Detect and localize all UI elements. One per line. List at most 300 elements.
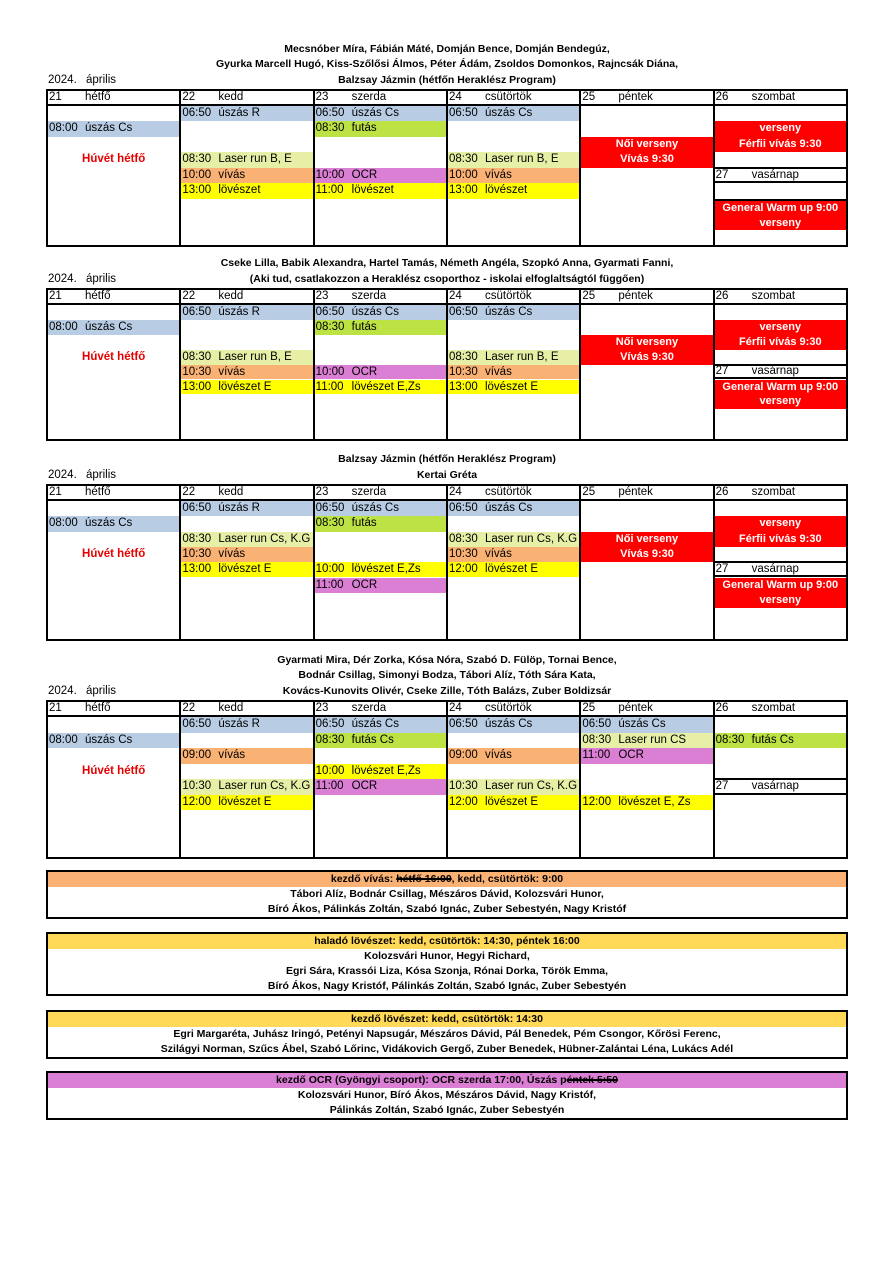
event-text-line: Női verseny — [615, 532, 679, 545]
activity-time: 11:00 — [582, 749, 611, 761]
year-label: 2024. — [48, 684, 77, 697]
activity-time: 10:30 — [448, 365, 478, 378]
event-text-line: verseny — [759, 122, 802, 135]
day-header — [48, 290, 179, 303]
weekly-schedule-table — [46, 89, 848, 247]
group-member-line: Egri Sára, Krassói Liza, Kósa Szonja, Rónai Dorka, Török Emma, — [285, 965, 609, 977]
day-number: 26 — [715, 702, 729, 714]
day-header — [179, 290, 312, 303]
activity-time: 13:00 — [448, 380, 478, 393]
day-header — [713, 91, 846, 104]
activity-label: lövészet E,Zs — [351, 380, 421, 393]
day-name: péntek — [618, 486, 653, 498]
activity-time: 10:00 — [315, 563, 345, 576]
day-column — [179, 717, 312, 857]
sunday-header — [715, 364, 846, 380]
activity-time: 06:50 — [315, 306, 345, 318]
group-members-title-line: Mecsnóber Míra, Fábián Máté, Domján Bence, Domján Bendegúz, — [284, 42, 610, 55]
group-header-text: kezdő OCR (Gyöngyi csoport): OCR szerda 17:00, Úszás p — [276, 1074, 567, 1086]
sunday-header — [715, 778, 846, 795]
day-header — [313, 91, 446, 104]
activity-label: lövészet E — [218, 380, 272, 393]
activity-cell — [581, 748, 712, 764]
event-text-line: General Warm up 9:00 — [722, 578, 839, 591]
day-column — [48, 106, 179, 245]
group-member-line: Kolozsvári Hunor, Bíró Ákos, Mészáros Dávid, Nagy Kristóf, — [297, 1089, 597, 1101]
activity-label: vívás — [484, 749, 512, 761]
activity-label: úszás Cs — [484, 107, 533, 119]
holiday-note: Húvét hétfő — [82, 764, 146, 777]
day-column — [179, 305, 312, 439]
holiday-note: Húvét hétfő — [82, 350, 146, 363]
activity-time: 13:00 — [182, 563, 212, 576]
day-name: hétfő — [85, 486, 111, 498]
day-header — [48, 702, 179, 715]
activity-label: úszás Cs — [351, 306, 399, 318]
activity-cell — [181, 779, 312, 795]
day-name: hétfő — [85, 702, 111, 714]
activity-cell — [315, 516, 446, 531]
activity-label: úszás R — [218, 502, 260, 514]
day-number: 22 — [182, 91, 196, 103]
day-header — [713, 486, 846, 499]
group-members-title-line: Balzsay Jázmin (hétfőn Heraklész Program) — [338, 73, 556, 86]
activity-time: 09:00 — [448, 749, 478, 761]
day-name: vasárnap — [751, 364, 799, 377]
event-text-line: verseny — [759, 217, 802, 230]
activity-label: Laser run B, E — [484, 350, 559, 363]
activity-cell — [181, 168, 312, 183]
activity-cell — [315, 779, 446, 795]
activity-label: vívás — [218, 547, 246, 560]
day-number: 21 — [49, 91, 62, 103]
activity-cell — [181, 748, 312, 764]
event-text-line: Vívás 9:30 — [620, 350, 674, 363]
activity-time: 08:30 — [182, 153, 212, 166]
activity-time: 08:30 — [582, 733, 612, 746]
day-column — [579, 305, 712, 439]
cancelled-time: hétfő 16:00 — [396, 873, 452, 885]
schedule-header-row — [48, 702, 846, 717]
day-number: 23 — [315, 91, 329, 103]
activity-time: 10:30 — [448, 547, 478, 560]
activity-label: úszás Cs — [85, 320, 133, 333]
activity-cell — [315, 764, 446, 780]
activity-label: lövészet — [484, 184, 528, 197]
activity-time: 13:00 — [448, 184, 478, 197]
activity-time: 08:30 — [315, 733, 345, 746]
group-member-line: Szilágyi Norman, Szűcs Ábel, Szabó Lőrinc, Vidákovich Gergő, Zuber Benedek, Hübner-Zalántai Léna, Lukács Adél — [160, 1043, 734, 1055]
activity-time: 08:30 — [315, 320, 345, 333]
activity-label: lövészet E — [484, 563, 539, 576]
day-column — [579, 717, 712, 857]
day-name: szerda — [351, 486, 387, 498]
schedule-body — [48, 305, 846, 439]
activity-cell — [315, 106, 446, 121]
activity-time: 08:30 — [182, 350, 212, 363]
activity-label: Laser run B, E — [218, 153, 292, 166]
schedule-body — [48, 501, 846, 639]
activity-cell — [315, 380, 446, 395]
event-text-line: verseny — [759, 395, 802, 408]
activity-label: lövészet — [218, 184, 261, 197]
activity-label: lövészet E,Zs — [351, 563, 421, 576]
day-number: 25 — [582, 486, 596, 498]
activity-label: úszás R — [218, 718, 260, 730]
activity-cell — [315, 733, 446, 749]
activity-label: úszás R — [218, 306, 260, 318]
day-column — [446, 106, 579, 245]
activity-label: Laser run B, E — [484, 153, 559, 166]
activity-cell — [581, 795, 712, 811]
holiday-note: Húvét hétfő — [82, 547, 146, 560]
activity-cell — [181, 380, 312, 395]
training-group-box — [46, 1010, 848, 1059]
day-number: 24 — [448, 91, 462, 103]
event-text-line: verseny — [759, 593, 802, 606]
day-number: 26 — [715, 91, 729, 103]
event-text-line: Női verseny — [615, 137, 679, 150]
activity-time: 13:00 — [182, 184, 212, 197]
day-name: szombat — [751, 486, 796, 498]
activity-time: 08:30 — [715, 733, 745, 746]
activity-label: úszás Cs — [85, 733, 133, 746]
day-header — [446, 91, 579, 104]
activity-label: úszás Cs — [85, 517, 133, 530]
day-number: 25 — [582, 290, 596, 302]
competition-event-cell — [715, 380, 846, 410]
activity-label: Laser run Cs, K.G — [484, 780, 578, 792]
event-text-line: Vívás 9:30 — [620, 153, 674, 166]
day-column — [179, 106, 312, 245]
activity-time: 10:00 — [315, 168, 345, 181]
activity-time: 08:30 — [315, 517, 345, 530]
activity-time: 10:00 — [315, 365, 345, 378]
activity-time: 12:00 — [582, 795, 612, 808]
day-name: csütörtök — [484, 91, 532, 103]
activity-time: 06:50 — [582, 718, 612, 730]
day-column — [313, 717, 446, 857]
competition-event-cell — [715, 578, 846, 609]
day-header — [579, 91, 712, 104]
year-label: 2024. — [48, 73, 77, 86]
activity-cell — [715, 733, 846, 749]
schedule-header-row — [48, 290, 846, 305]
competition-event-cell — [581, 137, 712, 168]
day-number: 21 — [49, 290, 62, 302]
activity-time: 06:50 — [182, 107, 212, 119]
day-name: kedd — [218, 91, 244, 103]
day-number: 24 — [448, 486, 462, 498]
activity-cell — [448, 795, 579, 811]
activity-cell — [48, 733, 179, 749]
day-column — [713, 106, 846, 245]
activity-label: futás — [351, 122, 377, 135]
activity-cell — [448, 779, 579, 795]
activity-time: 10:00 — [448, 168, 478, 181]
group-member-line: Kolozsvári Hunor, Hegyi Richard, — [364, 950, 530, 962]
activity-cell — [181, 717, 312, 733]
activity-label: futás Cs — [751, 733, 794, 746]
activity-cell — [448, 168, 579, 183]
day-name: kedd — [218, 702, 244, 714]
day-name: péntek — [618, 702, 653, 714]
day-header — [48, 486, 179, 499]
activity-cell — [181, 365, 312, 380]
day-header — [179, 91, 312, 104]
activity-time: 06:50 — [448, 107, 478, 119]
competition-event-cell — [581, 532, 712, 563]
activity-label: úszás Cs — [351, 107, 399, 119]
weekly-schedule-table — [46, 288, 848, 441]
activity-cell — [315, 578, 446, 593]
activity-label: Laser run Cs, K.G — [218, 780, 311, 792]
activity-cell — [315, 501, 446, 516]
activity-time: 06:50 — [448, 306, 478, 318]
activity-time: 10:30 — [448, 780, 478, 792]
day-number: 27 — [715, 563, 729, 576]
activity-label: lövészet E — [484, 795, 539, 808]
day-column — [48, 501, 179, 639]
activity-cell — [315, 121, 446, 136]
activity-time: 12:00 — [182, 795, 212, 808]
day-column — [713, 717, 846, 857]
activity-time: 11:00 — [315, 184, 344, 197]
day-name: csütörtök — [484, 486, 532, 498]
activity-time: 06:50 — [315, 718, 345, 730]
activity-label: lövészet E, Zs — [618, 795, 691, 808]
group-member-line: Pálinkás Zoltán, Szabó Ignác, Zuber Sebestyén — [329, 1104, 565, 1116]
activity-time: 12:00 — [448, 563, 478, 576]
activity-label: futás — [351, 320, 377, 333]
activity-cell — [315, 183, 446, 198]
day-name: hétfő — [85, 91, 111, 103]
activity-label: OCR — [351, 365, 378, 378]
activity-time: 08:30 — [182, 532, 212, 545]
activity-label: lövészet E,Zs — [351, 764, 421, 777]
group-members-title-line: Gyarmati Mira, Dér Zorka, Kósa Nóra, Szabó D. Fülöp, Tornai Bence, — [277, 653, 617, 666]
activity-cell — [448, 547, 579, 562]
day-name: szerda — [351, 702, 387, 714]
activity-label: vívás — [218, 168, 246, 181]
activity-time: 08:00 — [49, 320, 78, 333]
schedule-body — [48, 106, 846, 245]
day-header — [713, 702, 846, 715]
activity-time: 10:00 — [182, 168, 212, 181]
activity-cell — [181, 183, 312, 198]
day-header — [579, 486, 712, 499]
day-column — [446, 305, 579, 439]
activity-label: úszás Cs — [484, 502, 533, 514]
day-column — [48, 305, 179, 439]
day-number: 26 — [715, 486, 729, 498]
activity-time: 08:30 — [315, 122, 345, 135]
activity-time: 10:30 — [182, 365, 212, 378]
group-header-text: haladó lövészet: kedd, csütörtök: 14:30, péntek 16:00 — [314, 935, 580, 947]
day-column — [446, 717, 579, 857]
activity-cell — [448, 748, 579, 764]
activity-time: 11:00 — [315, 380, 344, 393]
group-members-title-line: Gyurka Marcell Hugó, Kiss-Szőlősi Álmos, Péter Ádám, Zsoldos Domonkos, Rajncsák Diána, — [215, 58, 679, 70]
day-name: péntek — [618, 290, 653, 302]
month-label: április — [86, 684, 117, 697]
competition-event-cell — [715, 199, 846, 230]
month-label: április — [86, 468, 117, 481]
day-name: péntek — [618, 91, 653, 103]
activity-time: 06:50 — [182, 502, 212, 514]
activity-label: vívás — [484, 365, 512, 378]
group-member-line: Bíró Ákos, Nagy Kristóf, Pálinkás Zoltán, Szabó Ignác, Zuber Sebestyén — [267, 980, 627, 992]
group-member-line: Tábori Alíz, Bodnár Csillag, Mészáros Dávid, Kolozsvári Hunor, — [290, 888, 604, 900]
group-members-title-line: Bodnár Csillag, Simonyi Bodza, Tábori Alíz, Tóth Sára Kata, — [298, 669, 596, 681]
activity-cell — [448, 501, 579, 516]
activity-label: lövészet — [351, 184, 394, 197]
activity-cell — [448, 152, 579, 167]
activity-time: 06:50 — [448, 502, 478, 514]
day-number: 25 — [582, 702, 596, 714]
day-header — [179, 486, 312, 499]
schedule-header-row — [48, 486, 846, 501]
sunday-header — [715, 561, 846, 577]
day-column — [179, 501, 312, 639]
activity-time: 08:00 — [49, 517, 78, 530]
activity-cell — [448, 305, 579, 320]
day-name: kedd — [218, 486, 244, 498]
event-text-line: verseny — [759, 517, 802, 530]
training-group-header — [48, 1073, 846, 1088]
activity-label: OCR — [351, 780, 378, 792]
day-name: vasárnap — [751, 168, 799, 181]
day-column — [313, 106, 446, 245]
activity-label: úszás Cs — [484, 718, 533, 730]
activity-cell — [181, 106, 312, 121]
event-text-line: Vívás 9:30 — [620, 547, 674, 560]
activity-label: Laser run Cs, K.G — [218, 532, 311, 545]
activity-label: Laser run B, E — [218, 350, 292, 363]
day-number: 23 — [315, 702, 329, 714]
activity-cell — [181, 562, 312, 577]
day-name: kedd — [218, 290, 244, 302]
activity-label: OCR — [351, 168, 378, 181]
day-header — [313, 702, 446, 715]
activity-label: vívás — [218, 749, 246, 761]
group-members-title-line: Kovács-Kunovits Olivér, Cseke Zille, Tóth Balázs, Zuber Boldizsár — [282, 684, 612, 697]
sunday-header — [715, 167, 846, 183]
activity-time: 08:30 — [448, 532, 478, 545]
event-text-line: General Warm up 9:00 — [722, 201, 839, 214]
cancelled-time: éntek 5:50 — [566, 1074, 618, 1086]
day-name: szerda — [351, 91, 387, 103]
day-header — [579, 702, 712, 715]
training-group-header — [48, 872, 846, 887]
group-header-text: , kedd, csütörtök: 9:00 — [451, 873, 564, 885]
activity-cell — [181, 152, 312, 167]
day-name: vasárnap — [751, 563, 799, 576]
day-name: csütörtök — [484, 290, 532, 302]
day-name: csütörtök — [484, 702, 532, 714]
event-text-line: Férfii vívás 9:30 — [739, 532, 822, 545]
activity-time: 06:50 — [182, 306, 212, 318]
year-label: 2024. — [48, 272, 77, 285]
activity-time: 11:00 — [315, 578, 344, 591]
year-label: 2024. — [48, 468, 77, 481]
day-name: szerda — [351, 290, 387, 302]
day-header — [579, 290, 712, 303]
activity-label: úszás Cs — [618, 718, 666, 730]
activity-cell — [448, 562, 579, 577]
day-column — [579, 501, 712, 639]
day-header — [179, 702, 312, 715]
activity-cell — [315, 717, 446, 733]
day-column — [446, 501, 579, 639]
day-number: 27 — [715, 364, 729, 377]
activity-cell — [181, 532, 312, 547]
day-header — [313, 290, 446, 303]
activity-time: 13:00 — [182, 380, 212, 393]
activity-cell — [181, 305, 312, 320]
group-members-title-line: Cseke Lilla, Babik Alexandra, Hartel Tamás, Németh Angéla, Szopkó Anna, Gyarmati Fanni, — [220, 257, 674, 269]
activity-time: 06:50 — [315, 107, 345, 119]
group-header-text: kezdő lövészet: kedd, csütörtök: 14:30 — [351, 1013, 543, 1025]
day-number: 26 — [715, 290, 729, 302]
group-header-text: kezdő vívás: — [330, 873, 397, 885]
day-name: szombat — [751, 290, 796, 302]
competition-event-cell — [715, 320, 846, 350]
day-number: 22 — [182, 702, 196, 714]
group-members-title-line: (Aki tud, csatlakozzon a Heraklész csoporthoz - iskolai elfoglaltságtól függően) — [249, 272, 645, 285]
day-column — [579, 106, 712, 245]
activity-label: futás — [351, 517, 377, 530]
activity-cell — [448, 532, 579, 547]
activity-label: lövészet E — [218, 795, 272, 808]
activity-label: vívás — [484, 547, 512, 560]
day-name: szombat — [751, 91, 796, 103]
group-members-title-line: Balzsay Jázmin (hétfőn Heraklész Program) — [338, 453, 556, 465]
activity-cell — [181, 501, 312, 516]
competition-event-cell — [715, 516, 846, 547]
schedule-body — [48, 717, 846, 857]
activity-time: 06:50 — [448, 718, 478, 730]
activity-time: 12:00 — [448, 795, 478, 808]
day-number: 23 — [315, 290, 329, 302]
activity-time: 10:30 — [182, 780, 212, 792]
training-group-box — [46, 870, 848, 919]
activity-label: lövészet E — [218, 563, 272, 576]
activity-label: úszás Cs — [351, 502, 399, 514]
event-text-line: Férfii vívás 9:30 — [739, 335, 822, 348]
activity-time: 08:00 — [49, 122, 78, 135]
activity-time: 11:00 — [315, 780, 344, 792]
day-column — [713, 305, 846, 439]
day-name: hétfő — [85, 290, 111, 302]
training-group-header — [48, 1012, 846, 1027]
day-header — [446, 702, 579, 715]
activity-cell — [448, 365, 579, 380]
activity-label: úszás R — [218, 107, 260, 119]
weekly-schedule-table — [46, 700, 848, 859]
activity-cell — [448, 183, 579, 198]
activity-label: úszás Cs — [351, 718, 399, 730]
activity-cell — [48, 121, 179, 136]
activity-cell — [448, 380, 579, 395]
activity-cell — [315, 365, 446, 380]
day-header — [48, 91, 179, 104]
competition-event-cell — [581, 335, 712, 365]
activity-time: 10:00 — [315, 764, 345, 777]
event-text-line: Férfii vívás 9:30 — [739, 137, 822, 150]
activity-label: OCR — [618, 749, 644, 761]
day-column — [48, 717, 179, 857]
